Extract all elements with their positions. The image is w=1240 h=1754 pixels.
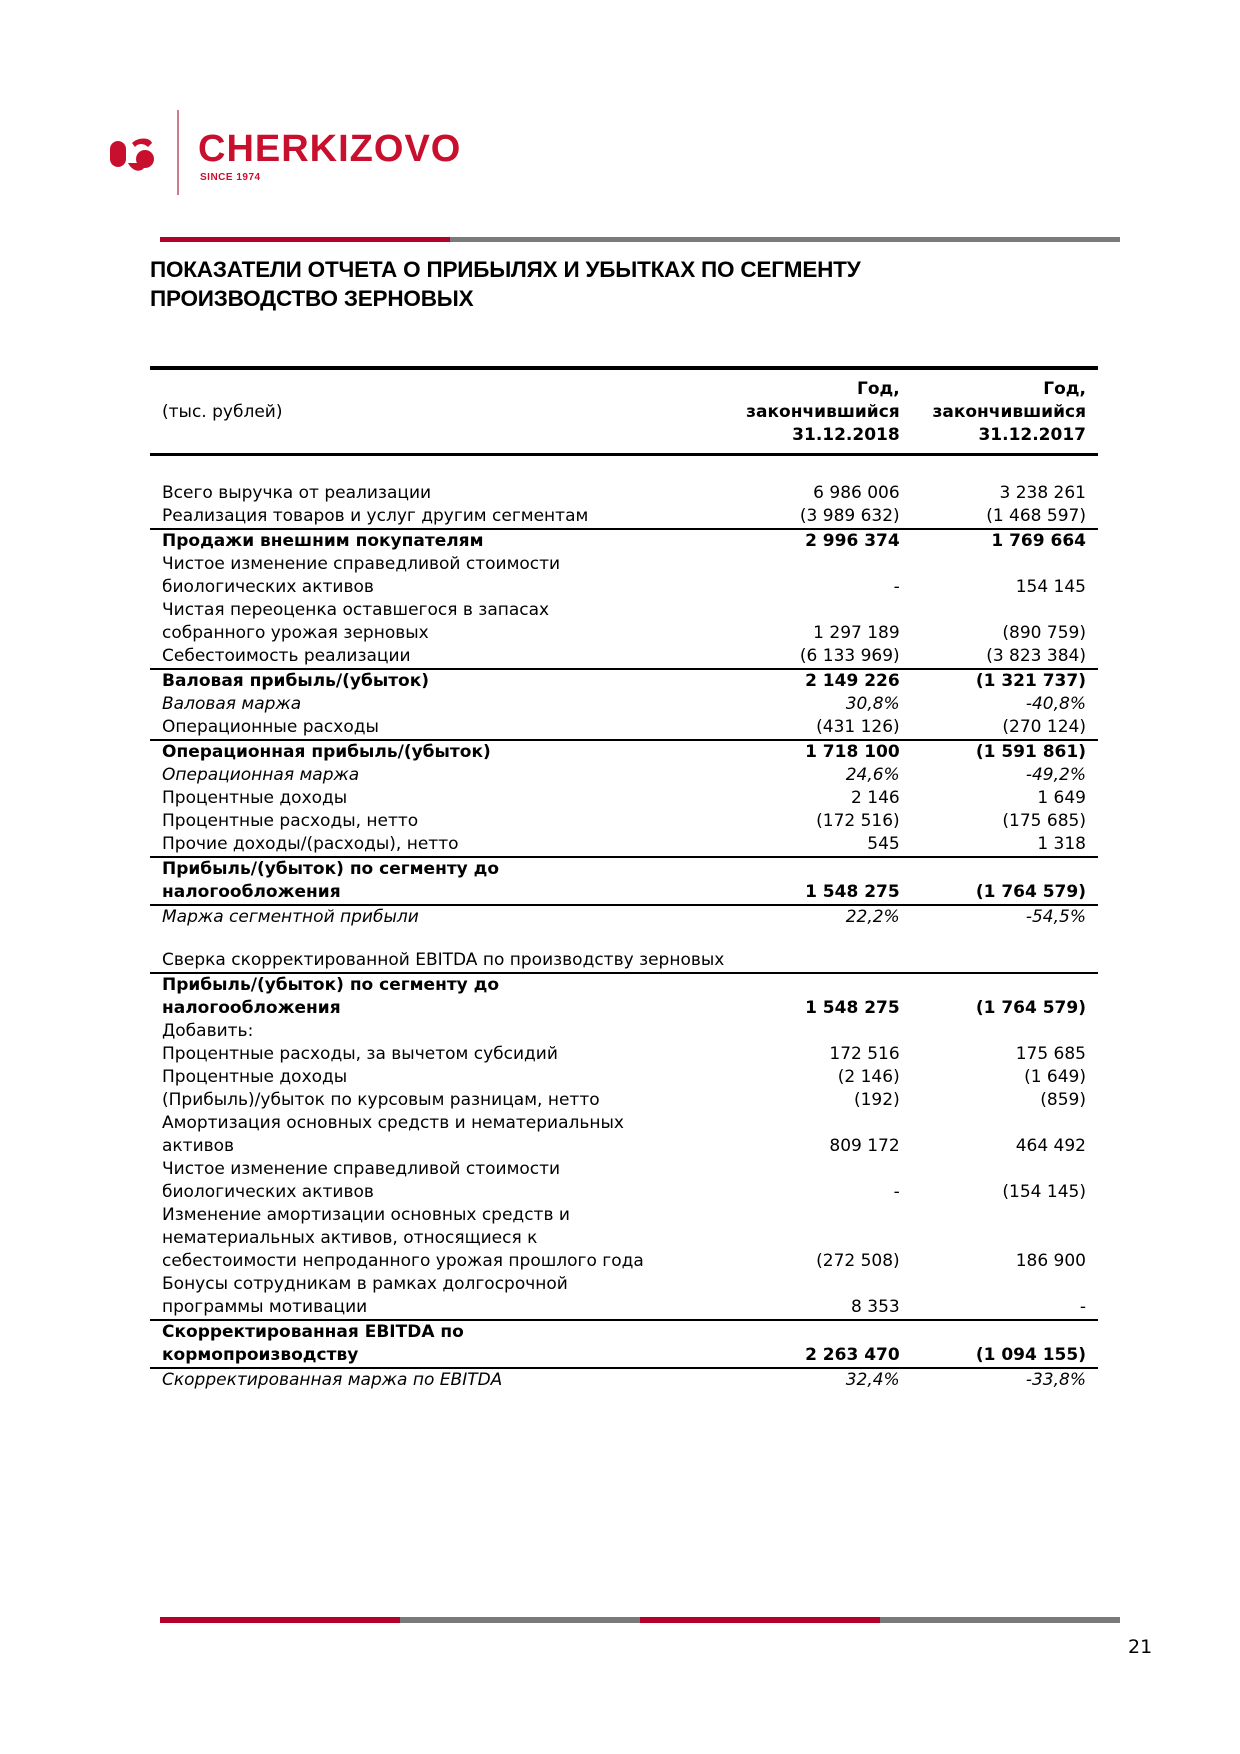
page-title [150, 255, 1050, 313]
table-row: Процентные расходы, нетто (172 516) (175 685) [162, 811, 1086, 831]
divider-grey-segment [880, 1617, 1120, 1623]
logo-divider [177, 110, 179, 195]
table-row: Процентные доходы (2 146) (1 649) [162, 1067, 1086, 1087]
segment-income-table [150, 366, 1098, 1392]
table-row: Чистая переоценка оставшегося в запасах собранного урожая зерновых 1 297 189 (890 759) [162, 600, 1086, 643]
table-row: Реализация товаров и услуг другим сегментам (3 989 632) (1 468 597) [150, 505, 1098, 529]
page-number: 21 [1128, 1636, 1153, 1658]
divider-grey-segment [450, 237, 1120, 242]
table-row-subtotal: Продажи внешним покупателям 2 996 374 1 769 664 [162, 531, 1086, 551]
table-header-row [150, 368, 1098, 455]
col-header-2017: Год, закончившийся 31.12.2017 [900, 368, 1098, 455]
table-row: Чистое изменение справедливой стоимости биологических активов - (154 145) [162, 1159, 1086, 1202]
table-row-margin: Маржа сегментной прибыли 22,2% -54,5% [162, 907, 1086, 927]
table-row-total: Скорректированная EBITDA по кормопроизводству 2 263 470 (1 094 155) [150, 1320, 1098, 1368]
table-row-subtotal: Валовая прибыль/(убыток) 2 149 226 (1 321 737) [162, 671, 1086, 691]
table-row: Всего выручка от реализации 6 986 006 3 238 261 [162, 483, 1086, 503]
table-row-subtotal: Операционная прибыль/(убыток) 1 718 100 (1 591 861) [162, 742, 1086, 762]
table-row-margin: Скорректированная маржа по EBITDA 32,4% -33,8% [162, 1370, 1086, 1390]
table-row: Амортизация основных средств и нематериальных активов 809 172 464 492 [162, 1113, 1086, 1156]
cherkizovo-logo-icon [108, 133, 158, 173]
table-row: Прочие доходы/(расходы), нетто 545 1 318 [150, 833, 1098, 857]
table-row: Бонусы сотрудникам в рамках долгосрочной программы мотивации 8 353 - [150, 1273, 1098, 1320]
page-title-line-2: ПРОИЗВОДСТВО ЗЕРНОВЫХ [150, 286, 474, 311]
footer-divider-bar [160, 1617, 1120, 1623]
header-divider-bar [160, 237, 1120, 242]
table-row: Операционные расходы (431 126) (270 124) [150, 716, 1098, 740]
divider-red-segment [160, 237, 450, 242]
company-logo [108, 108, 158, 198]
divider-red-segment [160, 1617, 400, 1623]
table-row-margin: Валовая маржа 30,8% -40,8% [162, 694, 1086, 714]
table-row-subtotal: Прибыль/(убыток) по сегменту до налогообложения 1 548 275 (1 764 579) [150, 857, 1098, 905]
ebitda-section-title: Сверка скорректированной EBITDA по производству зерновых [150, 929, 1098, 973]
table-row: Процентные расходы, за вычетом субсидий 172 516 175 685 [162, 1044, 1086, 1064]
table-row-subtotal: Прибыль/(убыток) по сегменту до налогообложения 1 548 275 (1 764 579) [162, 975, 1086, 1018]
page-title-line-1: ПОКАЗАТЕЛИ ОТЧЕТА О ПРИБЫЛЯХ И УБЫТКАХ ПО СЕГМЕНТУ [150, 257, 861, 282]
brand-since: SINCE 1974 [200, 172, 261, 183]
brand-name: CHERKIZOVO [198, 128, 462, 170]
divider-grey-segment [400, 1617, 640, 1623]
table-row: Изменение амортизации основных средств и нематериальных активов, относящиеся к себестоимости непроданного урожая прошлого года (272 508) 186 900 [162, 1205, 1086, 1271]
table-row: Чистое изменение справедливой стоимости биологических активов - 154 145 [162, 554, 1086, 597]
table-row: (Прибыль)/убыток по курсовым разницам, нетто (192) (859) [162, 1090, 1086, 1110]
divider-red-segment [640, 1617, 880, 1623]
table-row: Себестоимость реализации (6 133 969) (3 823 384) [150, 645, 1098, 669]
col-header-2018: Год, закончившийся 31.12.2018 [746, 368, 900, 455]
table-row: Процентные доходы 2 146 1 649 [162, 788, 1086, 808]
unit-label: (тыс. рублей) [150, 368, 746, 455]
table-row-margin: Операционная маржа 24,6% -49,2% [162, 765, 1086, 785]
table-row: Добавить: [162, 1021, 254, 1041]
